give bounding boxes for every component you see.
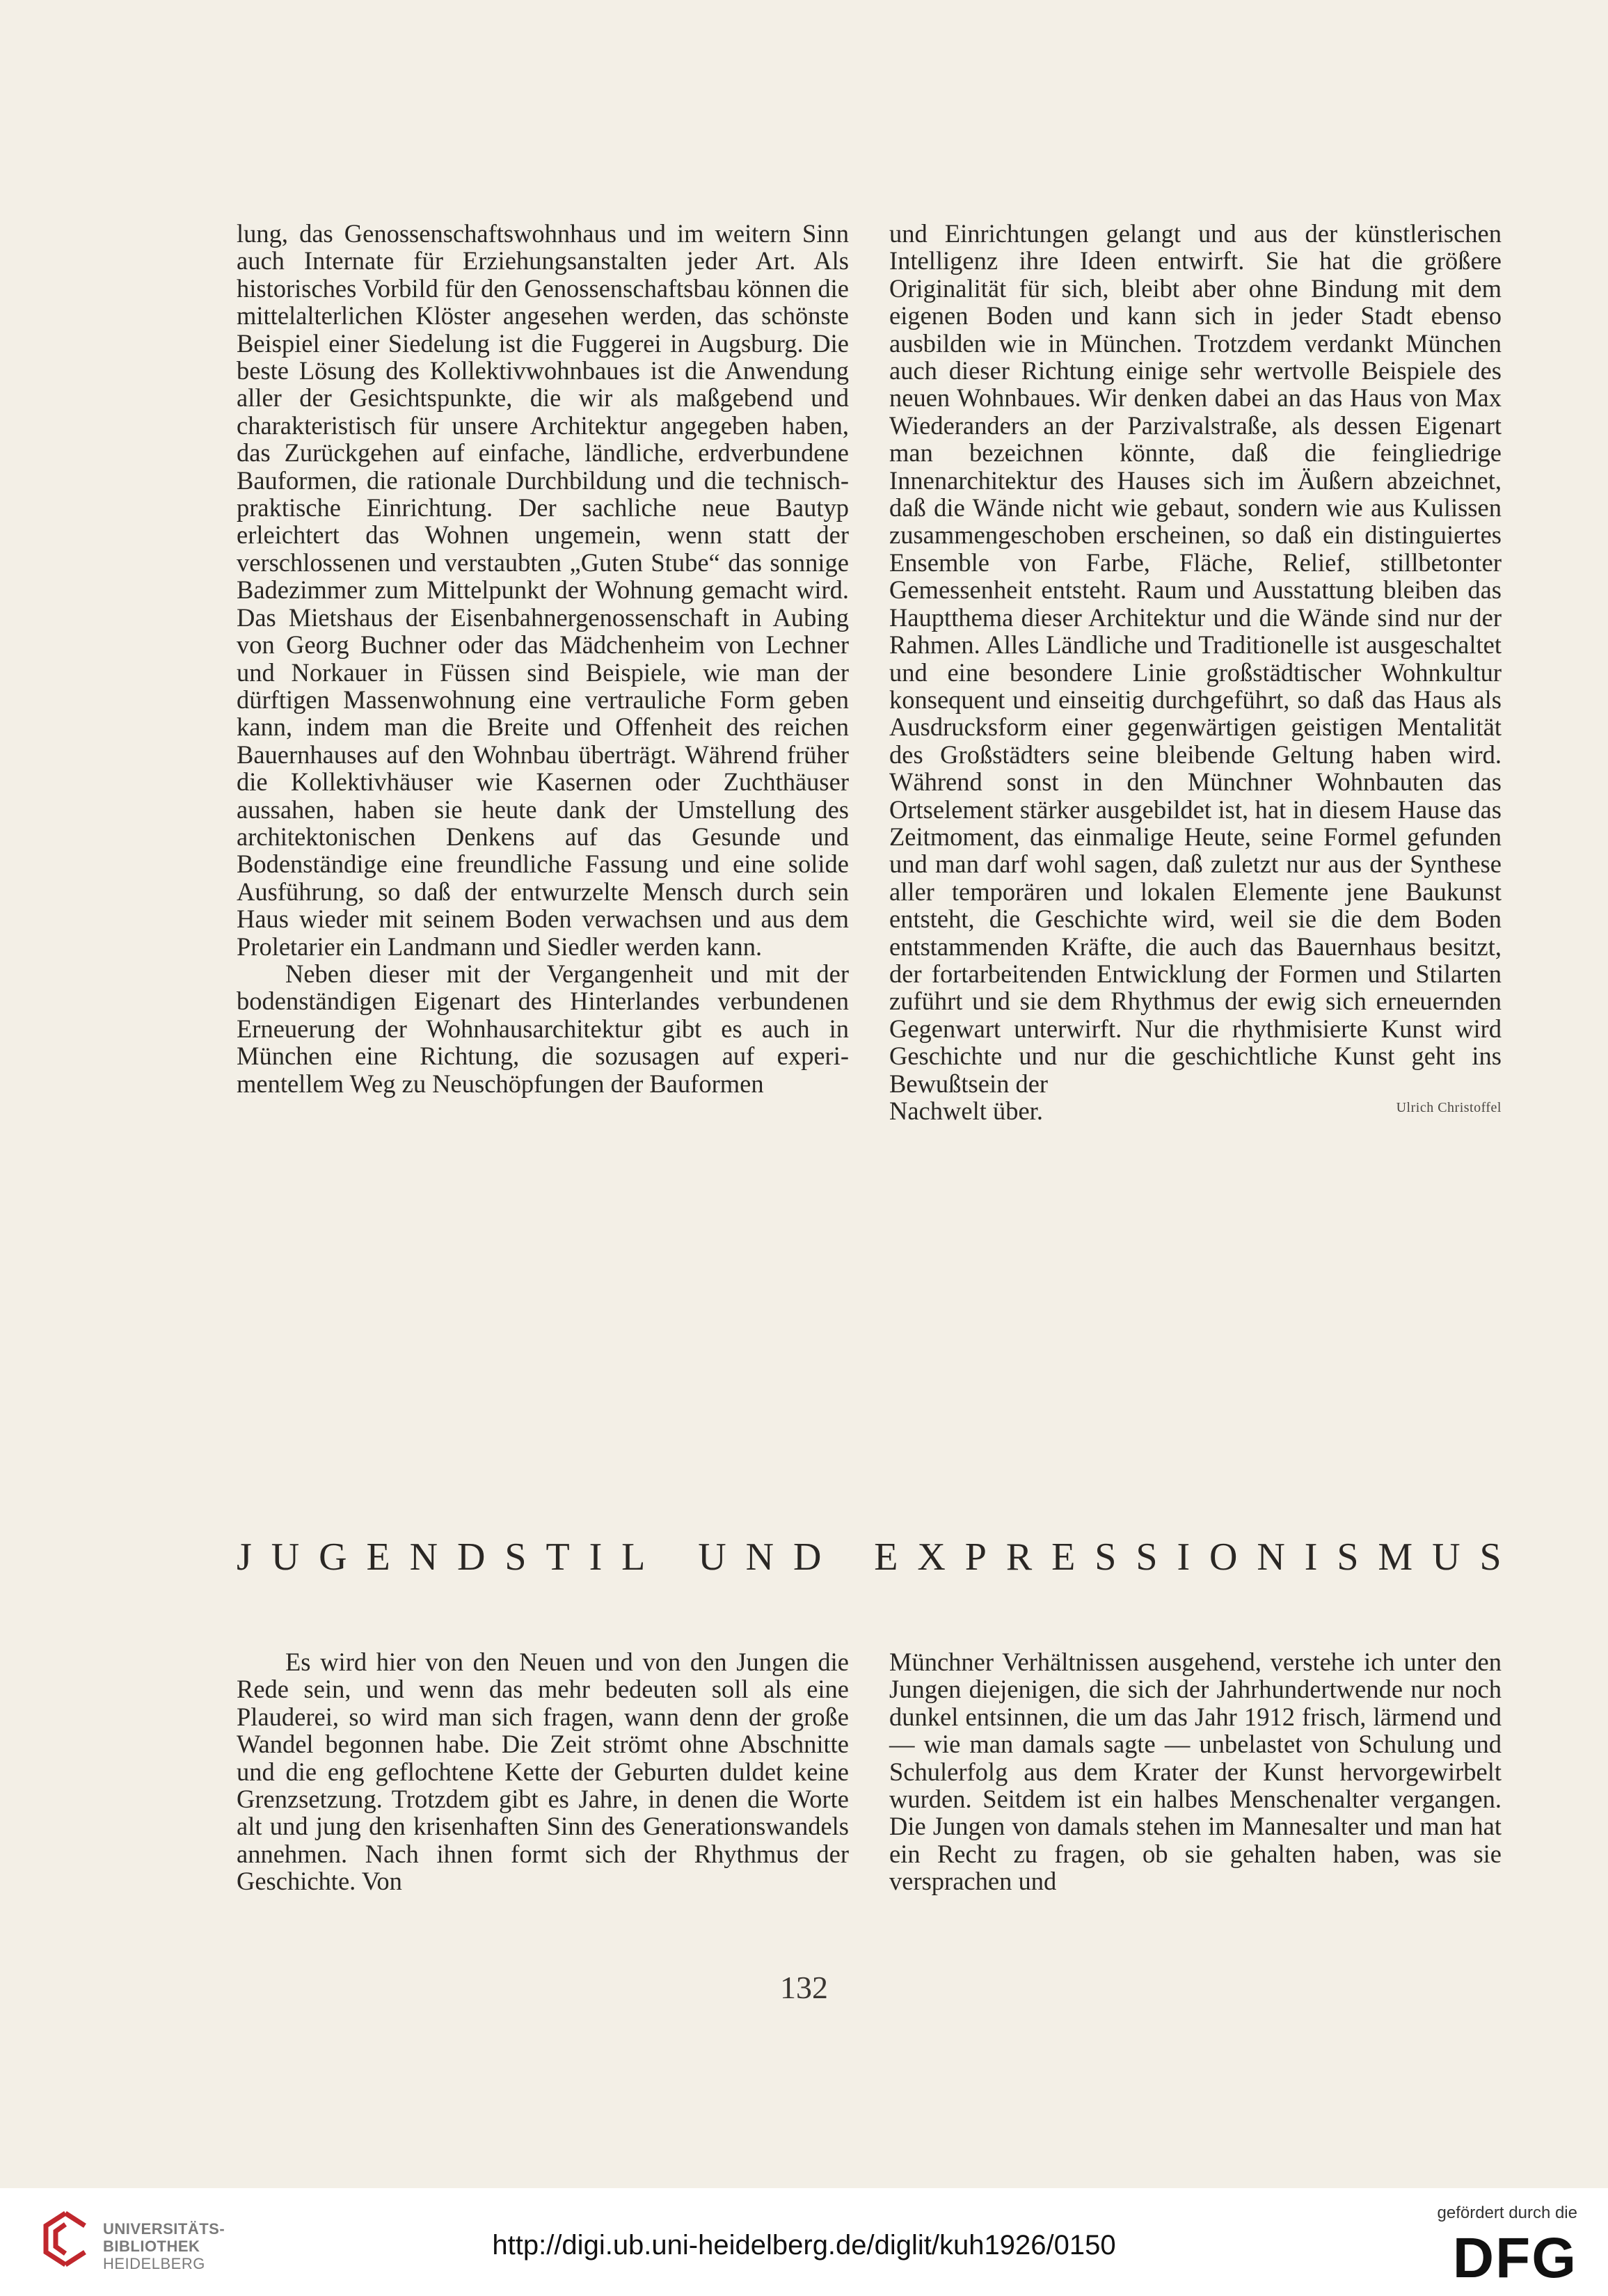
section-heading: [237, 1536, 1502, 1578]
heading-letter: S: [1094, 1536, 1117, 1579]
top-left-column: [237, 220, 849, 1097]
paragraph: Neben dieser mit der Vergangenheit und mit der bodenständigen Eigenart des Hinterlandes verbundenen Erneuerung der Wohnhausarchitektur gibt es auch in München eine Richtung, die sozusagen auf experimentellem Weg zu Neuschöpfungen der Bauformen: [237, 959, 849, 1098]
heading-letter: M: [1378, 1536, 1413, 1579]
closing-text: Nachwelt über.: [889, 1097, 1043, 1125]
top-right-column: [889, 220, 1502, 1124]
heading-word-gap: [841, 1536, 854, 1578]
heading-letter: E: [874, 1536, 898, 1579]
heading-letter: U: [271, 1536, 300, 1579]
heading-letter: D: [456, 1536, 486, 1579]
bottom-right-column: [889, 1648, 1502, 1895]
heading-letter: U: [698, 1536, 726, 1579]
permalink[interactable]: http://digi.ub.uni-heidelberg.de/diglit/kuh1926/0150: [492, 2230, 1116, 2261]
heading-letter: D: [793, 1536, 822, 1579]
heading-letter: J: [237, 1536, 252, 1579]
heading-letter: X: [917, 1536, 946, 1579]
heading-letter: I: [1177, 1536, 1191, 1579]
heading-letter: N: [745, 1536, 774, 1579]
page-number: 132: [780, 1970, 828, 2005]
heading-letter: N: [409, 1536, 438, 1579]
heading-letter: N: [1257, 1536, 1285, 1579]
viewer-footer: [0, 2188, 1608, 2296]
heading-letter: S: [1136, 1536, 1158, 1579]
heading-letter: S: [1337, 1536, 1359, 1579]
library-name-line: HEIDELBERG: [103, 2255, 205, 2272]
heading-letter: T: [546, 1536, 570, 1579]
heading-letter: E: [1051, 1536, 1076, 1579]
author-signature: Ulrich Christoffel: [1396, 1100, 1502, 1115]
heading-letter: L: [621, 1536, 646, 1579]
heading-word-gap: [664, 1536, 678, 1578]
bottom-left-column: [237, 1648, 849, 1895]
paragraph: Münchner Verhältnissen ausgehend, verstehe ich unter den Jungen diejenigen, die sich der Jahrhundertwende nur noch dunkel entsinnen, die um das Jahr 1912 frisch, lärmend und — wie man damals sagte — unbelastet von Schulung und Schulerfolg aus dem Krater der Kunst hervorgewirbelt wurden. Seitdem ist ein halbes Menschenalter vergangen. Die Jungen von damals stehen im Mannesalter und man hat ein Recht zu fragen, ob sie gehalten haben, was sie versprachen und: [889, 1648, 1502, 1896]
paragraph: Es wird hier von den Neuen und von den Jungen die Rede sein, und wenn das mehr bedeuten soll als eine Plauderei, so wird man sich fragen, wann denn der große Wandel begonnen habe. Die Zeit strömt ohne Abschnitte und die eng geflochtene Kette der Geburten duldet keine Grenzsetzung. Trotzdem gibt es Jahre, in denen die Worte alt und jung den krisenhaften Sinn des Generationswandels annehmen. Nach ihnen formt sich der Rhythmus der Geschichte. Von: [237, 1648, 849, 1896]
closing-line: [889, 1097, 1502, 1124]
dfg-logo[interactable]: DFG: [1452, 2226, 1577, 2290]
heading-letter: I: [589, 1536, 603, 1579]
heading-letter: U: [1432, 1536, 1460, 1579]
heading-letter: O: [1209, 1536, 1238, 1579]
library-name-line: BIBLIOTHEK: [103, 2238, 200, 2255]
heading-letter: G: [319, 1536, 347, 1579]
heading-letter: S: [504, 1536, 527, 1579]
library-name-line: UNIVERSITÄTS-: [103, 2220, 225, 2238]
heading-letter: P: [964, 1536, 987, 1579]
paragraph: und Einrichtungen gelangt und aus der künstlerischen Intelligenz ihre Ideen entwirft. Sie hat die größere Originalität für sich, bleibt aber ohne Bindung mit dem eigenen Boden und kann sich in jeder Stadt ebenso ausbilden wie in München. Trotzdem verdankt München auch dieser Richtung einige sehr wertvolle Beispiele des neuen Wohnbaues. Wir denken dabei an das Haus von Max Wiederanders an der Parzivalstraße, als dessen Eigenart man bezeichnen könnte, daß die feingliedrige Innenarchitektur des Hauses sich im Äußern abzeichnet, daß die Wände nicht wie gebaut, sondern wie aus Kulissen zusammengeschoben erscheinen, so daß ein distinguiertes Ensemble von Farbe, Fläche, Relief, stillbetonter Gemessenheit entsteht. Raum und Ausstattung bleiben das Hauptthema dieser Architektur und die Wände sind nur der Rahmen. Alles Ländliche und Traditionelle ist ausgeschaltet und eine besondere Linie großstädtischer Wohnkultur konsequent und einseitig durchgeführt, so daß das Haus als Ausdrucksform einer gegenwärtigen geistigen Mentalität des Großstädters seine bleibende Geltung haben wird. Während sonst in den Münchner Wohnbauten das Ortselement stärker ausgebildet ist, hat in diesem Hause das Zeitmoment, das einmalige Heute, seine Formel gefunden und man darf wohl sagen, daß zuletzt nur aus der Synthese aller temporären und lokalen Elemente jene Baukunst entsteht, die Geschichte wird, weil sie die dem Boden entstammenden Kräfte, die auch das Bauernhaus besitzt, der fortarbeitenden Entwicklung der Formen und Stilarten zuführt und sie dem Rhythmus der ewig sich erneuernden Gegenwart unterwirft. Nur die rhythmisierte Kunst wird Geschichte und nur die geschichtliche Kunst geht ins Bewußtsein der: [889, 219, 1502, 1098]
heading-letter: E: [366, 1536, 390, 1579]
funding-note: gefördert durch die: [1437, 2203, 1577, 2222]
paragraph: lung, das Genossenschaftswohnhaus und im weitern Sinn auch Internate für Erziehungsanstalten jeder Art. Als historisches Vorbild für den Genossenschaftsbau können die mittelalterlichen Klöster angesehen werden, das schönste Beispiel einer Siedelung ist die Fuggerei in Augsburg. Die beste Lösung des Kollektivwohnbaues ist die Anwendung aller der Gesichtspunkte, die wir als maßgebend und charakteristisch für unsere Architektur angegeben haben, das Zurückgehen auf einfache, ländliche, erdverbundene Bauformen, die rationale Durchbildung und die technisch-praktische Einrichtung. Der sachliche neue Bautyp erleichtert das Wohnen ungemein, wenn statt der verschlossenen und verstaubten „Guten Stube“ das sonnige Badezimmer zum Mittelpunkt der Wohnung gemacht wird. Das Mietshaus der Eisenbahnergenossenschaft in Aubing von Georg Buchner oder das Mädchenheim von Lechner und Norkauer in Füssen sind Beispiele, wie man der dürftigen Massenwohnung eine vertrauliche Form geben kann, indem man die Breite und Offenheit des reichen Bauernhauses auf den Wohnbau überträgt. Während früher die Kollektivhäuser wie Kasernen oder Zuchthäuser aussahen, haben sie heute dank der Umstellung des architektonischen Denkens auf das Gesunde und Bodenständige eine freundliche Fassung und eine solide Ausführung, so daß der entwurzelte Mensch durch sein Haus wieder mit seinem Boden verwachsen und aus dem Proletarier ein Landmann und Siedler werden kann.: [237, 219, 849, 961]
heading-letter: I: [1304, 1536, 1318, 1579]
heading-letter: S: [1479, 1536, 1502, 1579]
heading-letter: R: [1005, 1536, 1033, 1579]
